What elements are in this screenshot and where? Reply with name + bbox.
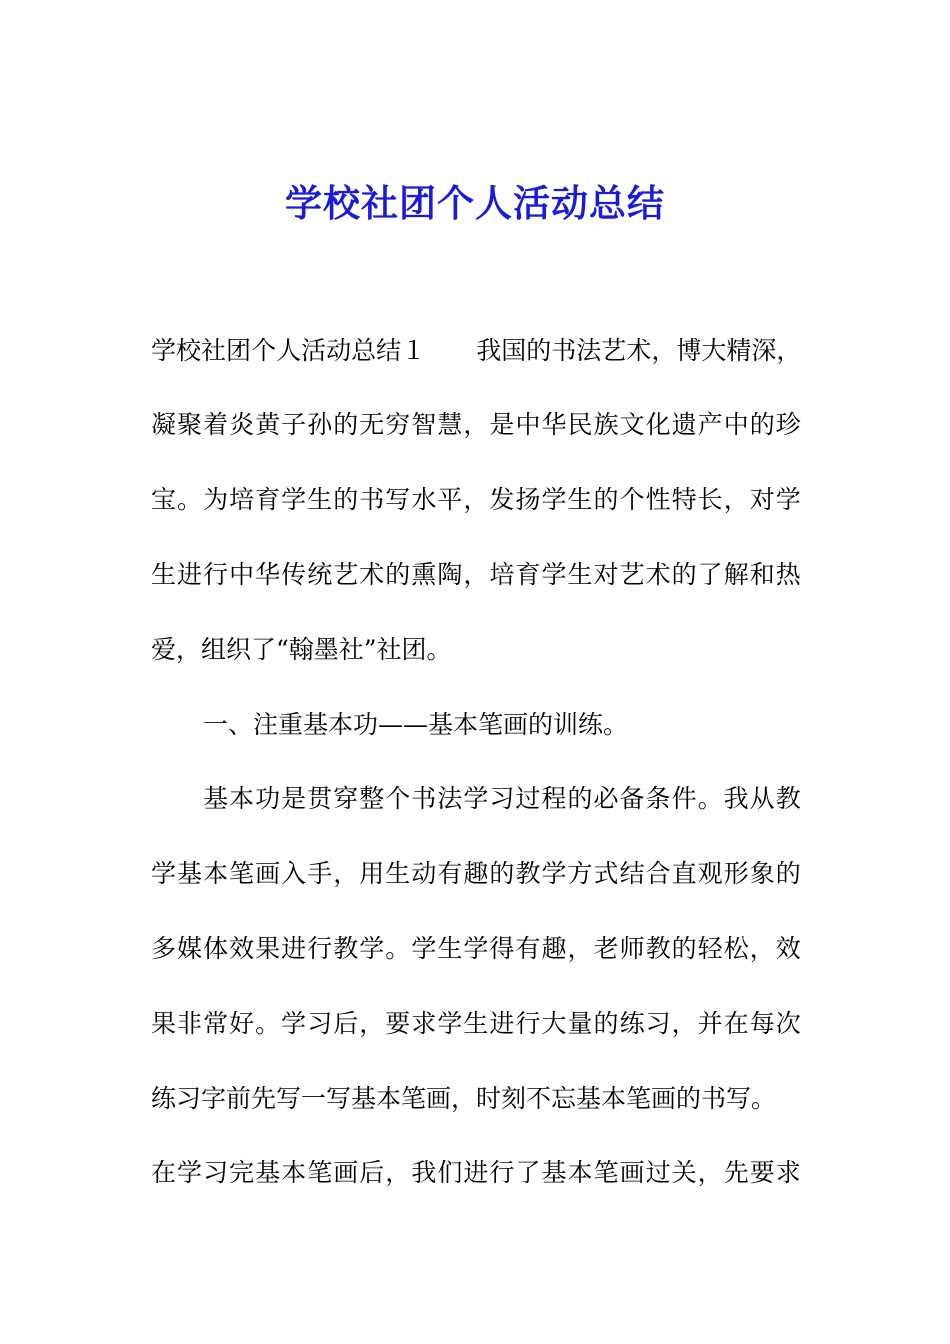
body-line-9: 多 媒 体 效 果 进 行 教 学 。 学 生 学 得 有 趣 ， 老 师 教 的 轻 松 ， 效 (151, 934, 801, 963)
body-line-10: 果 非 常 好 。 学 习 后 ， 要 求 学 生 进 行 大 量 的 练 习 ， 并 在 每 次 (151, 1009, 801, 1038)
body-line-7: 基 本 功 是 贯 穿 整 个 书 法 学 习 过 程 的 必 备 条 件 。 我 从 教 (203, 784, 801, 813)
body-line-11: 练习字前先写一写基本笔画，时刻不忘基本笔画的书写。 (151, 1084, 777, 1113)
body-line-2: 凝 聚 着 炎 黄 子 孙 的 无 穷 智 慧 ， 是 中 华 民 族 文 化 遗 产 中 的 珍 (151, 410, 801, 439)
body-line-3: 宝 。 为 培 育 学 生 的 书 写 水 平 ， 发 扬 学 生 的 个 性 特 长 ， 对 学 (151, 485, 801, 514)
body-line-5: 爱，组织了“翰墨社”社团。 (151, 635, 452, 664)
body-line-8: 学 基 本 笔 画 入 手 ， 用 生 动 有 趣 的 教 学 方 式 结 合 直 观 形 象 的 (151, 859, 801, 888)
document-title: 学校社团个人活动总结 (285, 181, 665, 225)
section-heading-1: 一、注重基本功——基本笔画的训练。 (203, 710, 629, 739)
body-line-12: 在 学 习 完 基 本 笔 画 后 ， 我 们 进 行 了 基 本 笔 画 过 关 ， 先 要 求 (151, 1158, 801, 1187)
body-line-4: 生 进 行 中 华 传 统 艺 术 的 熏 陶 ， 培 育 学 生 对 艺 术 的 了 解 和 热 (151, 560, 801, 589)
body-line-1: 学 校 社 团 个 人 活 动 总 结 １ 我 国 的 书 法 艺 术 ， 博 大 精 深 ， (151, 336, 802, 365)
